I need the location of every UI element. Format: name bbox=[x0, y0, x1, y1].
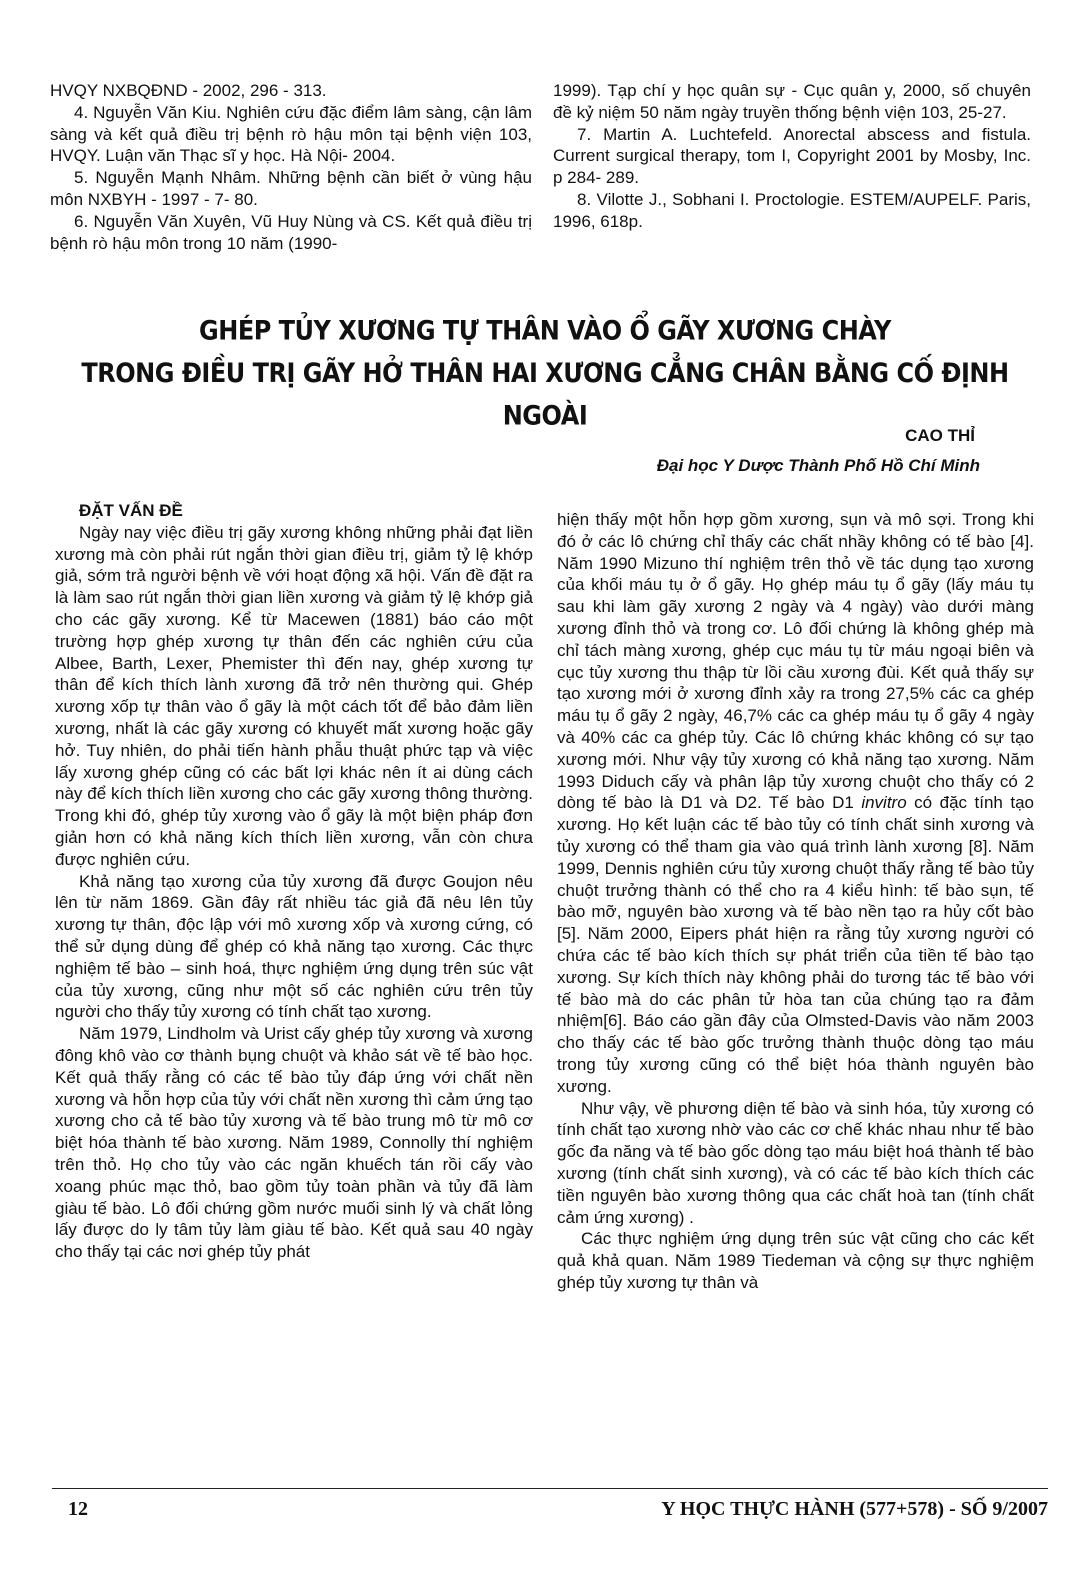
article-title-line: GHÉP TỦY XƯƠNG TỰ THÂN VÀO Ổ GÃY XƯƠNG CHÀY bbox=[199, 314, 891, 347]
references-right-column bbox=[553, 80, 1031, 233]
body-paragraph: Khả năng tạo xương của tủy xương đã được Goujon nêu lên từ năm 1869. Gần đây rất nhiều tác giả đã nêu lên tủy xương tự thân, độc lập với mô xương xốp và xương cứng, có thể sử dụng dùng để ghép có khả năng tạo xương. Các thực nghiệm tế bào – sinh hoá, thực nghiệm ứng dụng trên súc vật của tủy xương, cũng như một số các nghiên cứu trên tủy người cho thấy tủy xương có tính chất tạo xương. bbox=[55, 871, 533, 1022]
article-title bbox=[60, 309, 1030, 437]
italic-term: invitro bbox=[861, 793, 907, 813]
body-paragraph: Ngày nay việc điều trị gãy xương không những phải đạt liền xương mà còn phải rút ngắn thời gian điều trị, giảm tỷ lệ khớp giả, sớm trả người bệnh về với hoạt động xã hội. Vấn đề đặt ra là làm sao rút ngắn thời gian liền xương và giảm tỷ lệ khớp giả cho các gãy xương. Kể từ Macewen (1881) báo cáo một trường hợp ghép xương tự thân đến các nghiên cứu của Albee, Barth, Lexer, Phemister thì đến nay, ghép xương tự thân để kích thích lành xương đã trở nên thường qui. Ghép xương xốp tự thân vào ổ gãy là một cách tốt để bảo đảm liền xương, nhất là các gãy xương có khuyết mất xương hoặc gãy hở. Tuy nhiên, do phải tiến hành phẫu thuật phức tạp và việc lấy xương ghép cũng có các bất lợi khác nên ít ai dùng cách này để kích thích liền xương cho các gãy xương thông thường. Trong khi đó, ghép tủy xương vào ổ gãy là một biện pháp đơn giản hơn có khả năng kích thích liền xương, vẫn còn chưa được nghiên cứu. bbox=[55, 522, 533, 869]
body-paragraph: Như vậy, về phương diện tế bào và sinh hóa, tủy xương có tính chất tạo xương nhờ vào các cơ chế khác nhau như tế bào gốc đa năng và tế bào gốc dòng tạo máu biệt hoá thành tế bào xương (tính chất sinh xương), và có các tế bào kích thích các tiền nguyên bào xương thông qua các chất hoà tan (tính chất cảm ứng xương) . bbox=[557, 1098, 1034, 1227]
footer-divider bbox=[52, 1488, 1048, 1489]
reference-item: 7. Martin A. Luchtefeld. Anorectal abscess and fistula. Current surgical therapy, tom I, Copyright 2001 by Mosby, Inc. p 284- 289. bbox=[553, 124, 1031, 188]
author-affiliation: Đại học Y Dược Thành Phố Hồ Chí Minh bbox=[656, 456, 980, 475]
body-paragraph: Các thực nghiệm ứng dụng trên súc vật cũng cho các kết quả khả quan. Năm 1989 Tiedeman và cộng sự thực nghiệm ghép tủy xương tự thân và bbox=[557, 1229, 1034, 1292]
body-right-column bbox=[557, 509, 1034, 1294]
page-number: 12 bbox=[68, 1498, 88, 1520]
section-heading: ĐẶT VẤN ĐỀ bbox=[79, 501, 183, 520]
reference-item: 5. Nguyễn Mạnh Nhâm. Những bệnh cần biết ở vùng hậu môn NXBYH - 1997 - 7- 80. bbox=[50, 168, 532, 209]
reference-item: 4. Nguyễn Văn Kiu. Nghiên cứu đặc điểm lâm sàng, cận lâm sàng và kết quả điều trị bệnh rò hậu môn tại bệnh viện 103, HVQY. Luận văn Thạc sĩ y học. Hà Nội- 2004. bbox=[50, 102, 532, 166]
reference-item: 6. Nguyễn Văn Xuyên, Vũ Huy Nùng và CS. Kết quả điều trị bệnh rò hậu môn trong 10 năm (1990- bbox=[50, 211, 532, 253]
reference-item: 8. Vilotte J., Sobhani I. Proctologie. ESTEM/AUPELF. Paris, 1996, 618p. bbox=[553, 189, 1031, 231]
journal-footer: Y HỌC THỰC HÀNH (577+578) - SỐ 9/2007 bbox=[661, 1498, 1048, 1520]
body-paragraph bbox=[557, 509, 1034, 1098]
references-left-column bbox=[50, 80, 532, 254]
body-left-column bbox=[55, 500, 533, 1263]
reference-continuation: HVQY NXBQĐND - 2002, 296 - 313. bbox=[50, 81, 327, 100]
body-text: có đặc tính tạo xương. Họ kết luận các tế bào tủy có tính chất sinh xương và tủy xương có thể tham gia vào quá trình lành xương [8]. Năm 1999, Dennis nghiên cứu tủy xương chuột thấy rằng tế bào tủy chuột trưởng thành có thể cho ra 4 kiểu hình: tế bào sụn, tế bào mỡ, nguyên bào xương và tế bào nền tạo ra hủy cốt bào [5]. Năm 2000, Eipers phát hiện ra rằng tủy xương người có chứa các tế bào kích thích sự phát triển của tiền tế bào tạo xương. Sự kích thích này không phải do tương tác tế bào với tế bào mà do các phân tử hòa tan của chúng tạo ra đảm nhiệm[6]. Báo cáo gần đây của Olmsted-Davis vào năm 2003 cho thấy các tế bào gốc trưởng thành thuộc dòng tạo máu trong tủy xương cũng có thể biệt hóa thành nguyên bào xương. bbox=[557, 793, 1035, 1096]
body-text: hiện thấy một hỗn hợp gồm xương, sụn và mô sợi. Trong khi đó ở các lô chứng chỉ thấy các chất nhầy không có tế bào [4]. Năm 1990 Mizuno thí nghiệm trên thỏ về tác dụng tạo xương của khối máu tụ ở ổ gãy. Họ ghép máu tụ ổ gãy (lấy máu tụ sau khi làm gãy xương 2 ngày và 4 ngày) vào dưới màng xương đỉnh thỏ và trong cơ. Lô đối chứng là không ghép mà chỉ tách màng xương, ghép cục máu tụ từ máu ngoại biên và cục tủy xương thu thập từ lồi cầu xương đùi. Kết quả thấy sự tạo xương mới ở xương đỉnh xảy ra trong 27,5% các ca ghép máu tụ ổ gãy 2 ngày, 46,7% các ca ghép máu tụ ổ gãy 4 ngày và 40% các ca ghép tủy. Các lô chứng khác không có sự tạo xương mới. Như vậy tủy xương có khả năng tạo xương. Năm 1993 Diduch cấy và phân lập tủy xương chuột cho thấy có 2 dòng tế bào là D1 và D2. Tế bào D1 bbox=[557, 510, 1034, 813]
article-title-line: TRONG ĐIỀU TRỊ GÃY HỞ THÂN HAI XƯƠNG CẲNG CHÂN BẰNG CỐ ĐỊNH NGOÀI bbox=[81, 357, 1009, 432]
author-name: CAO THỈ bbox=[905, 426, 975, 445]
body-paragraph: Năm 1979, Lindholm và Urist cấy ghép tủy xương và xương đông khô vào cơ thành bụng chuột và khảo sát về tế bào học. Kết quả thấy rằng có các tế bào tủy đáp ứng với chất nền xương và hỗn hợp của tủy với chất nền xương thì cảm ứng tạo xương cho cả tế bào tủy xương và tế bào trung mô từ mô cơ biệt hóa thành tế bào xương. Năm 1989, Connolly thí nghiệm trên thỏ. Họ cho tủy vào các ngăn khuếch tán rồi cấy vào xoang phúc mạc thỏ, bao gồm tủy toàn phần và tủy đã làm giàu tế bào. Lô đối chứng gồm nước muối sinh lý và chất lỏng lấy được do ly tâm tủy làm giàu tế bào. Kết quả sau 40 ngày cho thấy tại các nơi ghép tủy phát bbox=[55, 1024, 533, 1262]
reference-continuation: 1999). Tạp chí y học quân sự - Cục quân y, 2000, số chuyên đề kỷ niệm 50 năm ngày truyền thống bệnh viện 103, 25-27. bbox=[553, 81, 1031, 122]
